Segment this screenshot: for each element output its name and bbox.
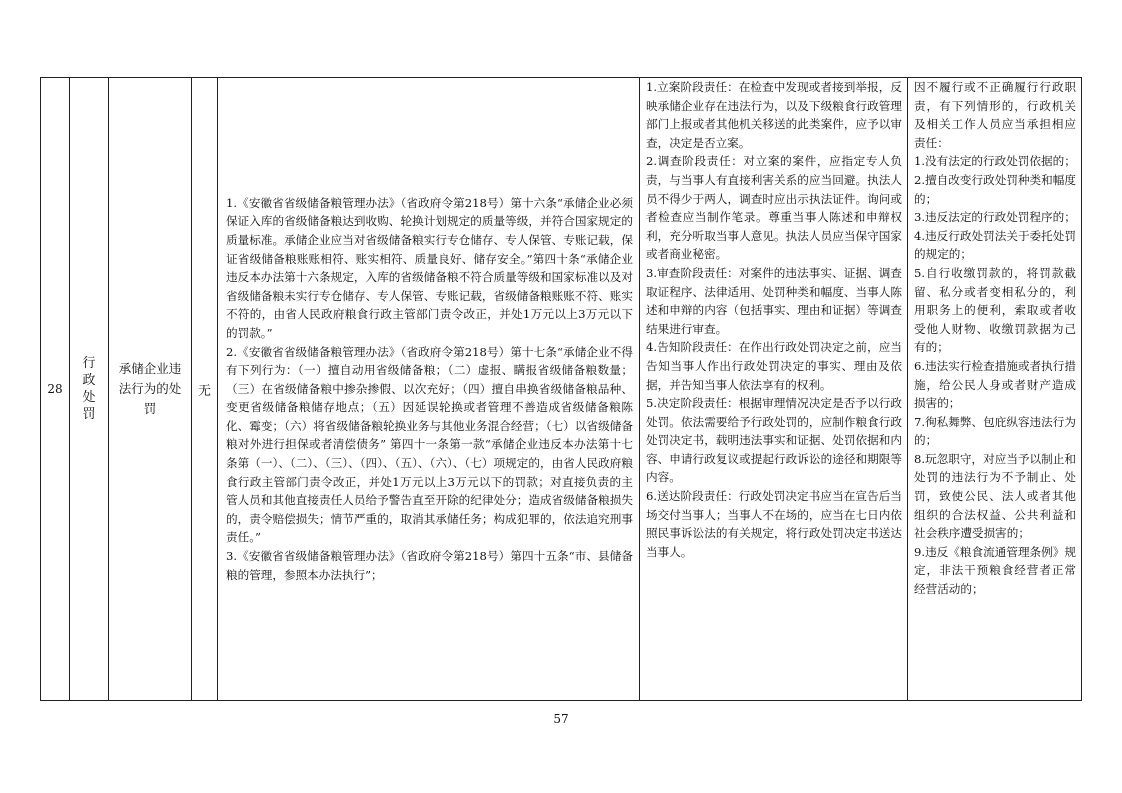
legal-basis-paragraph: 2.《安徽省省级储备粮管理办法》（省政府令第218号）第十七条“承储企业不得有下列行为：（一）擅自动用省级储备粮；（二）虚报、瞒报省级储备粮数量；（三）在省级储备粮中掺杂掺假、以次充好；（四）擅自串换省级储备粮品种、变更省级储备粮储存地点；（五）因延误轮换或者管理不善造成省级储备粮陈化、霉变；（六）将省级储备粮轮换业务与其他业务混合经营；（七）以省级储备粮对外进行担保或者清偿债务” 第四十一条第一款“承储企业违反本办法第十七条第（一）、（二）、（三）、（四）、（五）、（六）、（七）项规定的，由省人民政府粮食行政主管部门责令改正，并处1万元以上3万元以下的罚款；对直接负责的主管人员和其他直接责任人员给予警告直至开除的纪律处分；造成省级储备粮损失的，责令赔偿损失；情节严重的，取消其承储任务；构成犯罪的，依法追究刑事责任。”: [226, 344, 633, 545]
accountability-paragraph: 4.违反行政处罚法关于委托处罚的规定的；: [914, 228, 1076, 262]
accountability-paragraph: 2.擅自改变行政处罚种类和幅度的；: [914, 172, 1076, 206]
responsibility-paragraph: 4.告知阶段责任：在作出行政处罚决定之前，应当告知当事人作出行政处罚决定的事实、理由及依据，并告知当事人依法享有的权利。: [646, 340, 902, 392]
legal-basis-paragraph: 3.《安徽省省级储备粮管理办法》（省政府令第218号）第四十五条“市、县储备粮的管理，参照本办法执行”；: [226, 549, 633, 582]
accountability-paragraph: 8.玩忽职守，对应当予以制止和处罚的违法行为不予制止、处罚，致使公民、法人或者其他组织的合法权益、公共利益和社会秩序遭受损害的；: [914, 451, 1076, 541]
responsibility-paragraph: 6.送达阶段责任：行政处罚决定书应当在宣告后当场交付当事人；当事人不在场的，应当在七日内依照民事诉讼法的有关规定，将行政处罚决定书送达当事人。: [646, 489, 902, 559]
category-text: 行政处罚: [82, 356, 96, 422]
accountability-paragraph: 9.违反《粮食流通管理条例》规定，非法干预粮食经营者正常经营活动的；: [914, 544, 1076, 597]
responsibility-cell: [640, 78, 908, 701]
accountability-cell: [908, 78, 1082, 701]
responsibility-paragraph: 1.立案阶段责任：在检查中发现或者接到举报，反映承储企业存在违法行为，以及下级粮食行政管理部门上报或者其他机关移送的此类案件，应予以审查，决定是否立案。: [646, 80, 902, 150]
table-row: [41, 78, 1082, 701]
accountability-paragraph: 1.没有法定的行政处罚依据的；: [914, 154, 1076, 169]
sub-item: 无: [192, 78, 218, 701]
responsibility-paragraph: 3.审查阶段责任：对案件的违法事实、证据、调查取证程序、法律适用、处罚种类和幅度、当事人陈述和申辩的内容（包括事实、理由和证据）等调查结果进行审查。: [646, 265, 902, 336]
accountability-paragraph: 因不履行或不正确履行行政职责，有下列情形的，行政机关及相关工作人员应当承担相应责任：: [914, 80, 1076, 150]
page-number: 57: [553, 712, 569, 726]
accountability-paragraph: 7.徇私舞弊、包庇纵容违法行为的；: [914, 414, 1076, 448]
row-number: 28: [41, 78, 70, 701]
item-name: 承储企业违法行为的处罚: [109, 78, 192, 701]
legal-basis-cell: [218, 78, 640, 701]
accountability-paragraph: 6.违法实行检查措施或者执行措施，给公民人身或者财产造成损害的；: [914, 358, 1076, 411]
regulation-table: [40, 77, 1082, 701]
responsibility-paragraph: 2.调查阶段责任：对立案的案件，应指定专人负责，与当事人有直接利害关系的应当回避。执法人员不得少于两人，调查时应出示执法证件。询问或者检查应当制作笔录。尊重当事人陈述和申辩权利，充分听取当事人意见。执法人员应当保守国家或者商业秘密。: [646, 154, 902, 262]
category-cell: [70, 78, 109, 701]
accountability-paragraph: 5.自行收缴罚款的，将罚款截留、私分或者变相私分的，利用职务上的便利，索取或者收受他人财物、收缴罚款据为己有的；: [914, 265, 1076, 355]
responsibility-paragraph: 5.决定阶段责任：根据审理情况决定是否予以行政处罚。依法需要给予行政处罚的，应制作粮食行政处罚决定书，载明违法事实和证据、处罚依据和内容、申请行政复议或提起行政诉讼的途径和期限等内容。: [646, 396, 902, 485]
legal-basis-paragraph: 1.《安徽省省级储备粮管理办法》（省政府令第218号）第十六条“承储企业必须保证入库的省级储备粮达到收购、轮换计划规定的质量等级，并符合国家规定的质量标准。承储企业应当对省级储备粮实行专仓储存、专人保管、专账记载，保证省级储备粮账账相符、账实相符、质量良好、储存安全。”第四十条“承储企业违反本办法第十六条规定，入库的省级储备粮不符合质量等级和国家标准以及对省级储备粮未实行专仓储存、专人保管、专账记载，省级储备粮账账不符、账实不符的，由省人民政府粮食行政主管部门责令改正，并处1万元以上3万元以下的罚款。”: [226, 195, 633, 340]
accountability-paragraph: 3.违反法定的行政处罚程序的；: [914, 210, 1076, 225]
